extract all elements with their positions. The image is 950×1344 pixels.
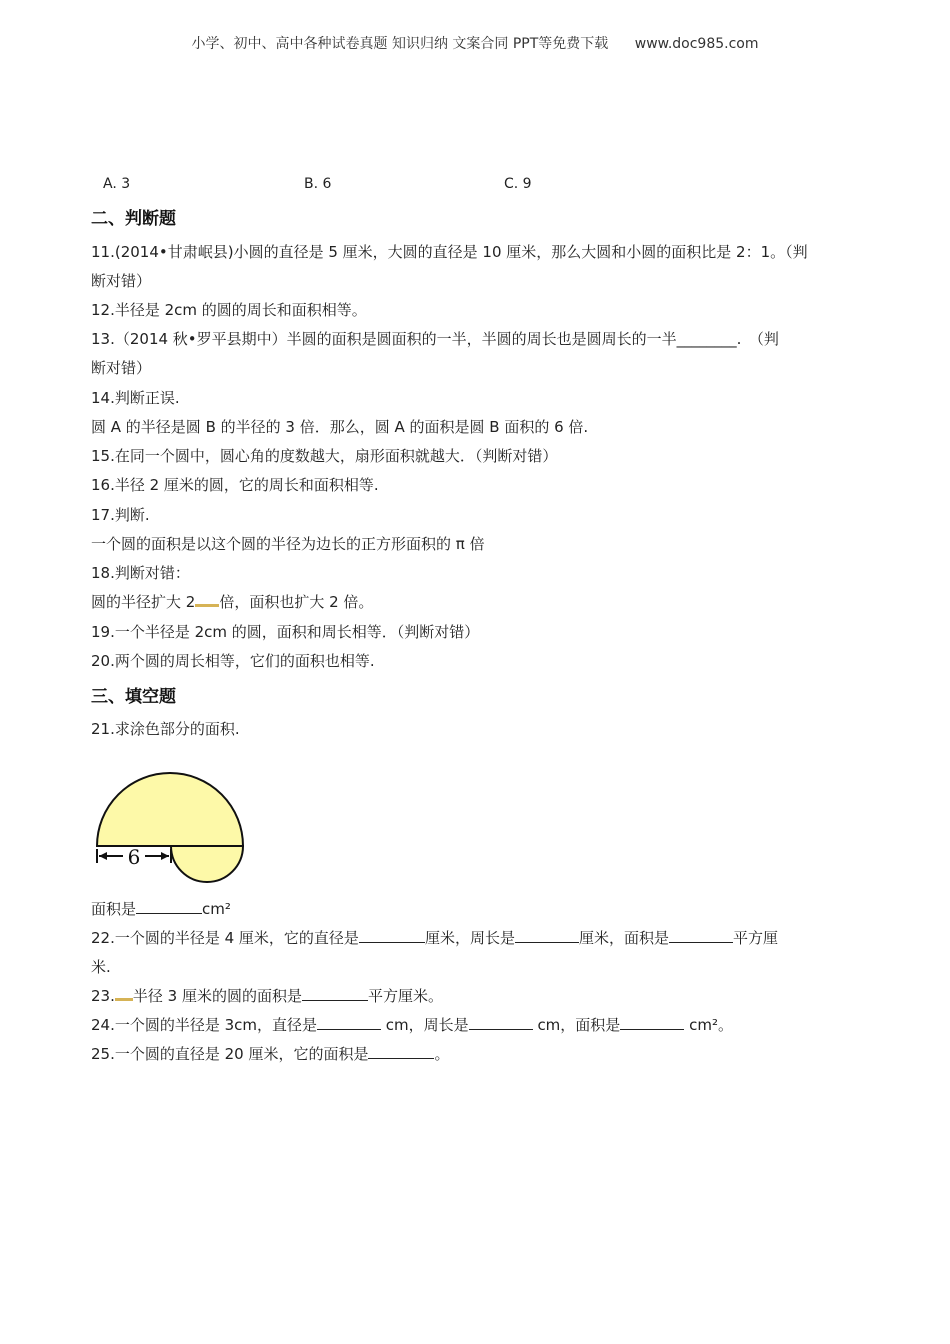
q20: 20.两个圆的周长相等，它们的面积也相等. [91, 652, 375, 670]
dimension-label: 6 [127, 845, 141, 869]
q22-line1 [91, 924, 861, 953]
q23-text-a: 半径 3 厘米的圆的面积是 [132, 987, 302, 1005]
q23-number: 23. [91, 987, 115, 1005]
q25 [91, 1040, 861, 1069]
small-semicircle [171, 846, 243, 882]
semicircle-diagram [91, 765, 251, 887]
q24-text-c: cm，面积是 [532, 1016, 621, 1034]
q12: 12.半径是 2cm 的圆的周长和面积相等。 [91, 301, 367, 319]
page-header [0, 33, 950, 53]
shaded-figure [91, 765, 251, 887]
q15: 15.在同一个圆中，圆心角的度数越大，扇形面积就越大．（判断对错） [91, 447, 558, 465]
blank[interactable] [669, 927, 733, 943]
arrowhead-right [161, 852, 169, 860]
q21-answer-text: 面积是 [91, 900, 137, 918]
q11-line2: 断对错） [91, 272, 152, 290]
q24-text-a: 24.一个圆的半径是 3cm，直径是 [91, 1016, 318, 1034]
option-a: A. 3 [103, 176, 131, 192]
blank[interactable] [620, 1014, 684, 1030]
q18-text-b: 倍，面积也扩大 2 倍。 [219, 593, 374, 611]
option-c: C. 9 [504, 176, 532, 192]
q23-text-b: 平方厘米。 [367, 987, 443, 1005]
blank[interactable] [136, 898, 202, 914]
q16: 16.半径 2 厘米的圆，它的周长和面积相等. [91, 476, 379, 494]
header-text: 小学、初中、高中各种试卷真题 知识归纳 文案合同 PPT等免费下载 [191, 36, 609, 52]
q21-answer [91, 895, 861, 924]
q24-text-b: cm，周长是 [381, 1016, 469, 1034]
blank[interactable] [469, 1014, 533, 1030]
q13-line2: 断对错） [91, 359, 152, 377]
q13-line1: 13.（2014 秋•罗平县期中）半圆的面积是圆面积的一半，半圆的周长也是圆周长的一半________. （判 [91, 330, 779, 348]
blank[interactable] [302, 985, 368, 1001]
q18-line2 [91, 588, 861, 617]
blank[interactable] [359, 927, 425, 943]
q14-line1: 14.判断正误. [91, 389, 180, 407]
q22-text-c: 厘米，面积是 [578, 929, 669, 947]
blank[interactable] [317, 1014, 381, 1030]
q14-line2: 圆 A 的半径是圆 B 的半径的 3 倍．那么，圆 A 的面积是圆 B 面积的 6 倍. [91, 418, 589, 436]
q22-text-b: 厘米，周长是 [424, 929, 515, 947]
large-semicircle [97, 773, 243, 846]
q25-text-b: 。 [434, 1045, 450, 1063]
arrowhead-left [99, 852, 107, 860]
q22-line2: 米. [91, 958, 111, 976]
q18-text-a: 圆的半径扩大 2 [91, 593, 196, 611]
q17-line1: 17.判断. [91, 506, 150, 524]
answer-options [103, 176, 803, 196]
q22-text-a: 22.一个圆的半径是 4 厘米，它的直径是 [91, 929, 359, 947]
q25-text-a: 25.一个圆的直径是 20 厘米，它的面积是 [91, 1045, 369, 1063]
section-title-judge: 二、判断题 [91, 209, 176, 229]
q19: 19.一个半径是 2cm 的圆，面积和周长相等．（判断对错） [91, 623, 480, 641]
q23 [91, 982, 861, 1011]
q22-text-d: 平方厘 [732, 929, 778, 947]
highlight-mark [115, 986, 133, 1001]
q24 [91, 1011, 861, 1040]
q24-text-d: cm²。 [684, 1016, 733, 1034]
option-b: B. 6 [304, 176, 332, 192]
q21: 21.求涂色部分的面积. [91, 720, 240, 738]
highlight-mark [195, 592, 219, 607]
q11-line1: 11.(2014•甘肃岷县)小圆的直径是 5 厘米，大圆的直径是 10 厘米，那么大圆和小圆的面积比是 2：1。（判 [91, 243, 808, 261]
blank[interactable] [368, 1043, 434, 1059]
q18-line1: 18.判断对错： [91, 564, 190, 582]
q21-answer-unit: cm² [202, 900, 231, 918]
header-site[interactable]: www.doc985.com [634, 36, 759, 52]
blank[interactable] [515, 927, 579, 943]
q17-line2: 一个圆的面积是以这个圆的半径为边长的正方形面积的 π 倍 [91, 535, 485, 553]
section-title-fill: 三、填空题 [91, 687, 176, 707]
